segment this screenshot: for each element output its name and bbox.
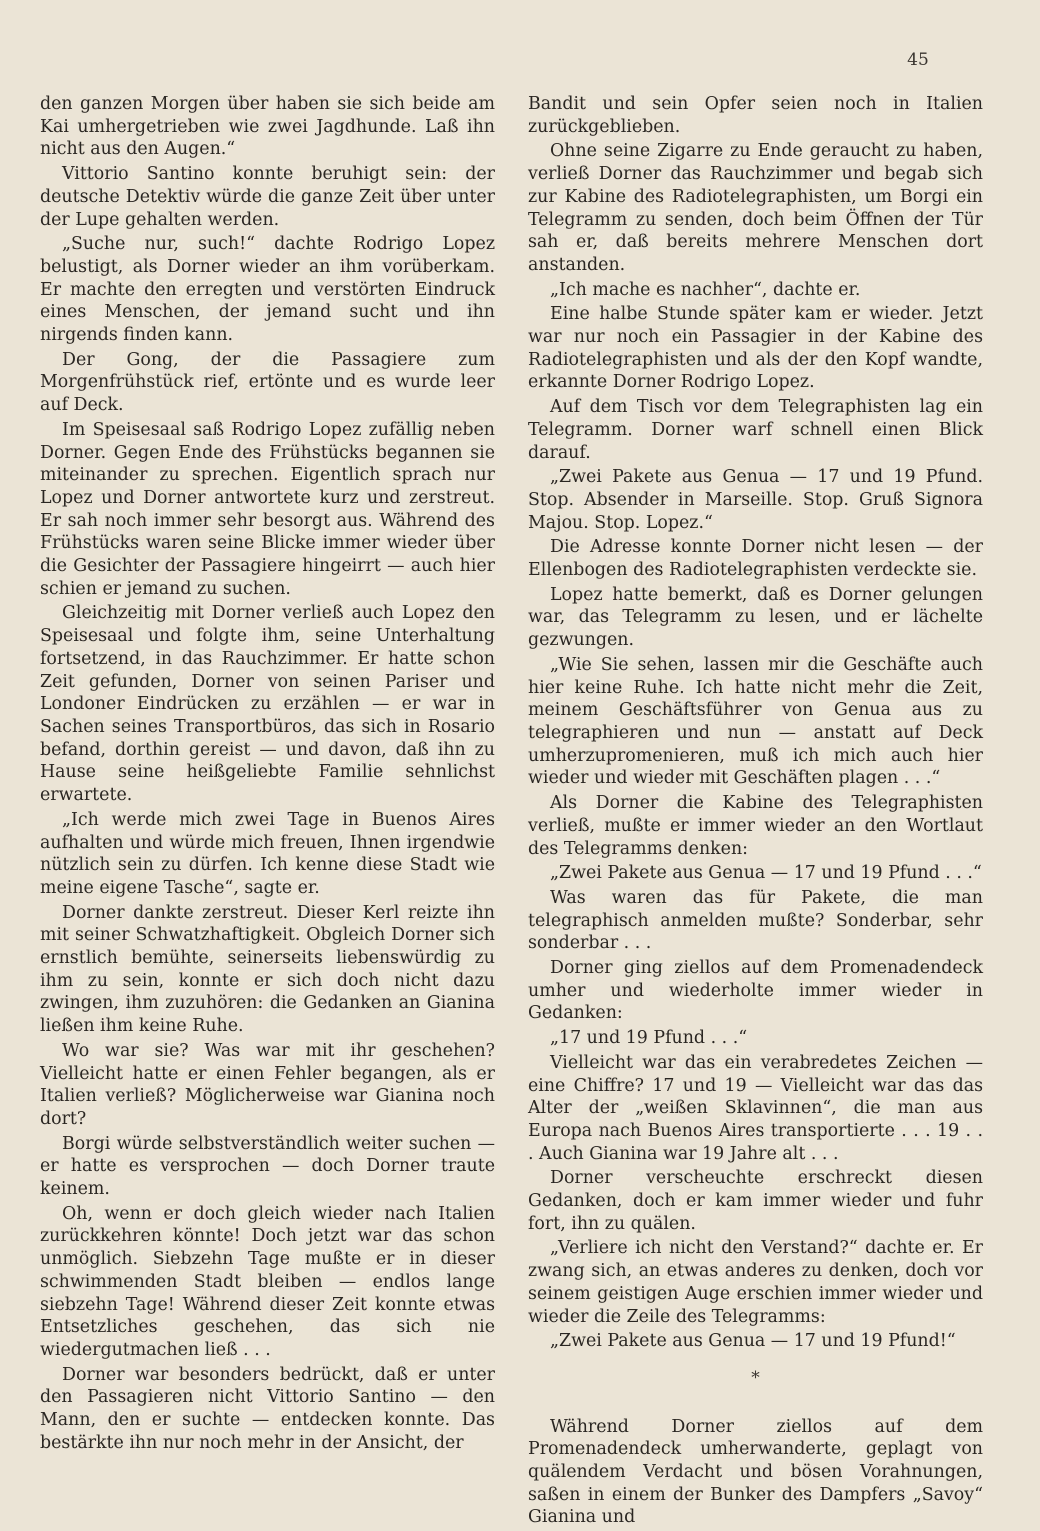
paragraph: Oh, wenn er doch gleich wieder nach Italien zurückkehren könnte! Doch jetzt war das schon unmöglich. Siebzehn Tage mußte er in dieser schwimmenden Stadt bleiben — endlos lange siebzehn Tage! Während dieser Zeit konnte etwas Entsetzliches geschehen, das sich nie wiedergutmachen ließ . . . <box>40 1203 495 1360</box>
paragraph: Bandit und sein Opfer seien noch in Italien zurückgeblieben. <box>528 94 983 137</box>
paragraph: Eine halbe Stunde später kam er wieder. Jetzt war nur noch ein Passagier in der Kabine des Radiotelegraphisten und als der den Kopf wandte, erkannte Dorner Rodrigo Lopez. <box>528 304 983 393</box>
paragraph: den ganzen Morgen über haben sie sich beide am Kai umhergetrieben wie zwei Jagdhunde. Laß ihn nicht aus den Augen.“ <box>40 94 495 160</box>
paragraph: Im Speisesaal saß Rodrigo Lopez zufällig neben Dorner. Gegen Ende des Frühstücks begannen sie miteinander zu sprechen. Eigentlich sprach nur Lopez und Dorner antwortete kurz und zerstreut. Er sah noch immer sehr besorgt aus. Während des Frühstücks waren seine Blicke immer wieder über die Gesichter der Passagiere hingeirrt — auch hier schien er jemand zu suchen. <box>40 419 495 599</box>
paragraph: Als Dorner die Kabine des Telegraphisten verließ, mußte er immer wieder an den Wortlaut des Telegramms denken: <box>528 793 983 859</box>
paragraph: Dorner ging ziellos auf dem Promenadendeck umher und wiederholte immer wieder in Gedanken: <box>528 958 983 1024</box>
paragraph: Dorner dankte zerstreut. Dieser Kerl reizte ihn mit seiner Schwatzhaftigkeit. Obgleich Dorner sich ernstlich bemühte, seinerseits liebenswürdig zu ihm zu sein, konnte er sich doch nicht dazu zwingen, ihm zuzuhören: die Gedanken an Gianina ließen ihm keine Ruhe. <box>40 902 495 1037</box>
paragraph: Vittorio Santino konnte beruhigt sein: der deutsche Detektiv würde die ganze Zeit über unter der Lupe gehalten werden. <box>40 164 495 230</box>
paragraph: Dorner war besonders bedrückt, daß er unter den Passagieren nicht Vittorio Santino — den Mann, den er suchte — entdecken konnte. Das bestärkte ihn nur noch mehr in der Ansicht, der <box>40 1364 495 1453</box>
paragraph: Vielleicht war das ein verabredetes Zeichen — eine Chiffre? 17 und 19 — Vielleicht war das das Alter der „weißen Sklavinnen“, die man aus Europa nach Buenos Aires transportierte . . . 19 . . . Auch Gianina war 19 Jahre alt . . . <box>528 1052 983 1164</box>
paragraph: „Verliere ich nicht den Verstand?“ dachte er. Er zwang sich, an etwas anderes zu denken, doch vor seinem geistigen Auge erschien immer wieder und wieder die Zeile des Telegramms: <box>528 1238 983 1327</box>
paragraph: Während Dorner ziellos auf dem Promenadendeck umherwanderte, geplagt von quälendem Verdacht und bösen Vorahnungen, saßen in einem der Bunker des Dampfers „Savoy“ Gianina und <box>528 1416 983 1528</box>
left-column <box>40 93 495 1456</box>
paragraph: Was waren das für Pakete, die man telegraphisch anmelden mußte? Sonderbar, sehr sonderbar . . . <box>528 887 983 954</box>
paragraph: Dorner verscheuchte erschreckt diesen Gedanken, doch er kam immer wieder und fuhr fort, ihn zu quälen. <box>528 1168 983 1234</box>
paragraph: Ohne seine Zigarre zu Ende geraucht zu haben, verließ Dorner das Rauchzimmer und begab sich zur Kabine des Radiotelegraphisten, um Borgi ein Telegramm zu senden, doch beim Öffnen der Tür sah er, daß bereits mehrere Menschen dort anstanden. <box>528 141 983 275</box>
paragraph: Auf dem Tisch vor dem Telegraphisten lag ein Telegramm. Dorner warf schnell einen Blick darauf. <box>528 397 983 463</box>
paragraph: „Zwei Pakete aus Genua — 17 und 19 Pfund. Stop. Absender in Marseille. Stop. Gruß Signora Majou. Stop. Lopez.“ <box>528 467 983 533</box>
paragraph: Borgi würde selbstverständlich weiter suchen — er hatte es versprochen — doch Dorner traute keinem. <box>40 1133 495 1200</box>
paragraph: Der Gong, der die Passagiere zum Morgenfrühstück rief, ertönte und es wurde leer auf Deck. <box>40 349 495 416</box>
paragraph: „Wie Sie sehen, lassen mir die Geschäfte auch hier keine Ruhe. Ich hatte nicht mehr die Zeit, meinem Geschäftsführer von Genua aus zu telegraphieren und nun — anstatt auf Deck umherzupromenieren, muß ich mich auch hier wieder und wieder mit Geschäften plagen . . .“ <box>528 654 983 789</box>
page-number: 45 <box>907 50 929 70</box>
paragraph: Gleichzeitig mit Dorner verließ auch Lopez den Speisesaal und folgte ihm, seine Unterhaltung fortsetzend, in das Rauchzimmer. Er hatte schon Zeit gefunden, Dorner von seinen Pariser und Londoner Eindrücken zu erzählen — er war in Sachen seines Transportbüros, das sich in Rosario befand, dorthin gereist — und davon, daß ihn zu Hause seine heißgeliebte Familie sehnlichst erwartete. <box>40 603 495 806</box>
paragraph: „Ich werde mich zwei Tage in Buenos Aires aufhalten und würde mich freuen, Ihnen irgendwie nützlich sein zu dürfen. Ich kenne diese Stadt wie meine eigene Tasche“, sagte er. <box>40 809 495 898</box>
paragraph: „Ich mache es nachher“, dachte er. <box>550 279 861 300</box>
paragraph: „Zwei Pakete aus Genua — 17 und 19 Pfund!“ <box>550 1331 956 1352</box>
paragraph: Die Adresse konnte Dorner nicht lesen — der Ellenbogen des Radiotelegraphisten verdeckte sie. <box>528 537 983 581</box>
paragraph: „Zwei Pakete aus Genua — 17 und 19 Pfund . . .“ <box>550 863 982 884</box>
right-column <box>528 93 983 1531</box>
paragraph: „Suche nur, such!“ dachte Rodrigo Lopez belustigt, als Dorner wieder an ihm vorüberkam. Er machte den erregten und verstörten Eindruck eines Menschen, der jemand sucht und ihn nirgends finden kann. <box>40 234 495 346</box>
paragraph: Lopez hatte bemerkt, daß es Dorner gelungen war, das Telegramm zu lesen, und er lächelte gezwungen. <box>528 584 983 651</box>
paragraph: „17 und 19 Pfund . . .“ <box>550 1028 748 1049</box>
paragraph: Wo war sie? Was war mit ihr geschehen? Vielleicht hatte er einen Fehler begangen, als er Italien verließ? Möglicherweise war Gianina noch dort? <box>40 1040 495 1129</box>
section-separator: * <box>751 1367 760 1388</box>
